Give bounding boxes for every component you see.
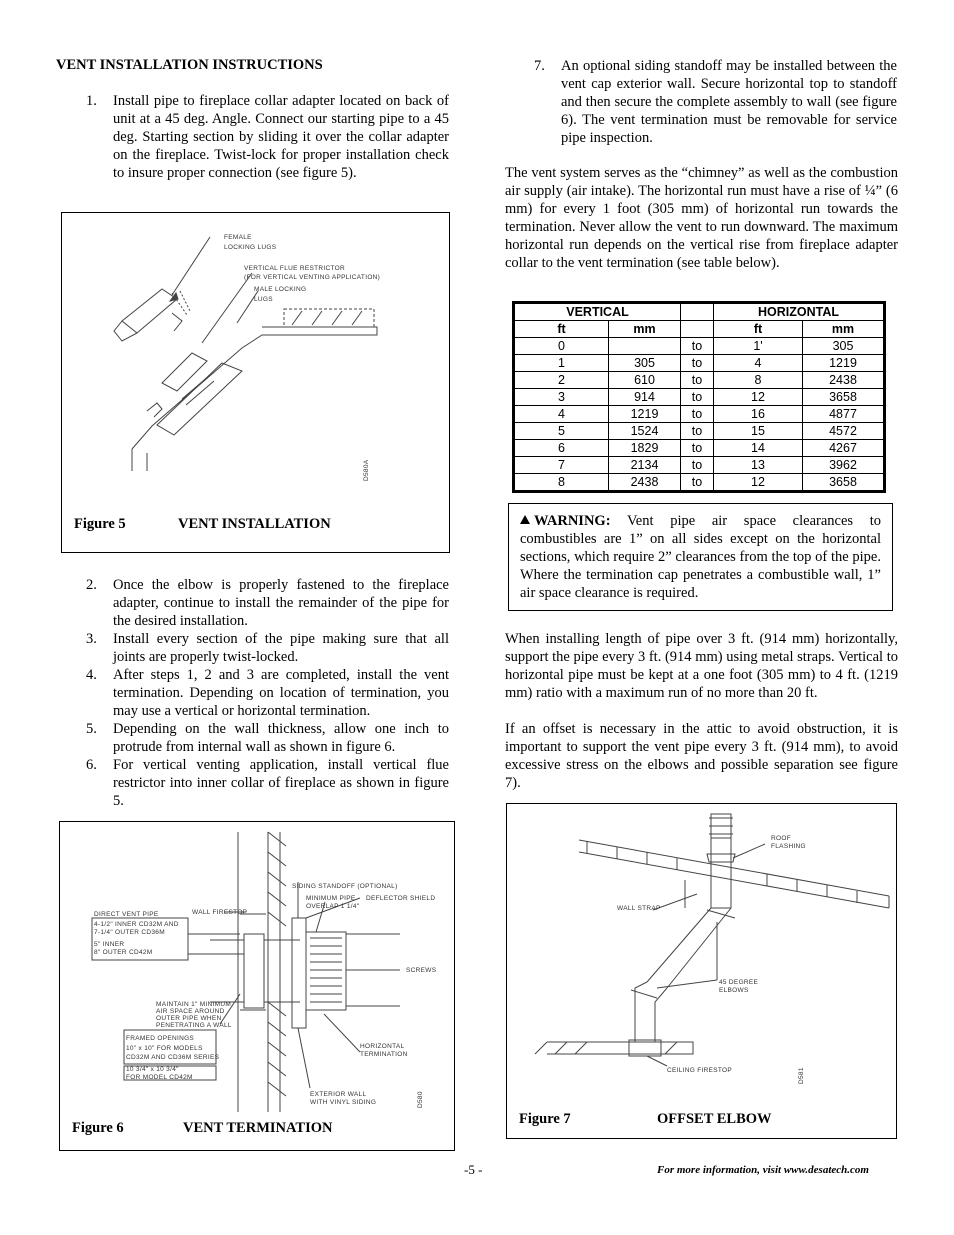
table-cell: 0 [515, 338, 609, 355]
table-cell [609, 338, 681, 355]
table-cell: 2134 [609, 457, 681, 474]
paragraph-support: When installing length of pipe over 3 ft. (914 mm) horizontally, support the pipe every 3 ft. (914 mm) using metal straps. Vertical to horizontal pipe must be kept at a one foot (305 mm) to 4 ft. (1219 mm) ratio with a maximum run of no more than 20 ft. [505, 631, 898, 701]
step-number: 4. [86, 667, 97, 683]
label-restrictor-2: (FOR VERTICAL VENTING APPLICATION) [244, 274, 381, 281]
step-number: 2. [86, 577, 97, 593]
label-directvent: DIRECT VENT PIPE [94, 911, 159, 918]
label-restrictor-1: VERTICAL FLUE RESTRICTOR [244, 265, 345, 272]
footer-info: For more information, visit www.desatech.com [657, 1164, 869, 1176]
paragraph-offset: If an offset is necessary in the attic to avoid obstruction, it is important to support the vent pipe every 3 ft. (914 mm), to avoid excessive stress on the elbows and possible separation see figure 7). [505, 721, 898, 791]
table-row [515, 355, 884, 372]
table-cell: to [681, 389, 714, 406]
section-title: VENT INSTALLATION INSTRUCTIONS [56, 57, 323, 73]
table-cell: to [681, 372, 714, 389]
figure-code: D581 [798, 1067, 805, 1084]
table-cell: 2438 [609, 474, 681, 491]
step-number: 7. [534, 58, 545, 74]
steps-list-b [86, 576, 449, 810]
label-maintain-3: OUTER PIPE WHEN [156, 1015, 222, 1022]
vent-table [512, 301, 886, 493]
table-cell: 8 [515, 474, 609, 491]
table-unit: mm [609, 321, 681, 338]
step-number: 6. [86, 757, 97, 773]
label-maintain-2: AIR SPACE AROUND [156, 1008, 225, 1015]
label-female-1: FEMALE [224, 234, 252, 241]
steps-list-a [86, 92, 449, 182]
figure-5-title: VENT INSTALLATION [178, 516, 331, 532]
table-row [515, 389, 884, 406]
label-horiz-1: HORIZONTAL [360, 1043, 405, 1050]
step-number: 5. [86, 721, 97, 737]
list-item [534, 57, 897, 147]
label-elbow-2: ELBOWS [719, 987, 749, 994]
step-text: Install every section of the pipe making sure that all joints are properly twist-locked. [113, 631, 449, 665]
table-row [515, 372, 884, 389]
label-pipe1-2: 7-1/4" OUTER CD36M [94, 929, 165, 936]
warning-label: WARNING: [534, 513, 611, 529]
table-cell: 914 [609, 389, 681, 406]
warning-box [508, 503, 893, 611]
figure-code: D580A [363, 459, 370, 481]
list-item [86, 720, 449, 756]
label-minpipe-1: MINIMUM PIPE [306, 895, 356, 902]
table-cell: to [681, 355, 714, 372]
step-text: Once the elbow is properly fastened to the fireplace adapter, continue to install the remainder of the pipe for the desired installation. [113, 577, 449, 629]
table-cell: 7 [515, 457, 609, 474]
table-cell: 1219 [803, 355, 884, 372]
vent-table-grid [514, 303, 884, 491]
warning-text-block [520, 512, 881, 602]
table-cell: to [681, 440, 714, 457]
table-cell: to [681, 406, 714, 423]
label-ext-2: WITH VINYL SIDING [310, 1099, 377, 1106]
step-number: 3. [86, 631, 97, 647]
list-item [86, 630, 449, 666]
label-roof-1: ROOF [771, 835, 791, 842]
table-row [515, 474, 884, 491]
list-item [86, 666, 449, 720]
figure-7-title: OFFSET ELBOW [657, 1111, 772, 1127]
table-cell: 305 [803, 338, 884, 355]
table-cell: 4 [515, 406, 609, 423]
table-unit: ft [714, 321, 803, 338]
table-cell: 3 [515, 389, 609, 406]
table-cell: 8 [714, 372, 803, 389]
table-header-blank [681, 304, 714, 321]
table-row [515, 338, 884, 355]
label-framed-1: FRAMED OPENINGS [126, 1035, 195, 1042]
table-cell: 5 [515, 423, 609, 440]
table-cell: 12 [714, 389, 803, 406]
table-cell: 6 [515, 440, 609, 457]
table-cell: 1524 [609, 423, 681, 440]
warning-text: Vent pipe air space clearances to combustibles are 1” on all sides except on the horizontal sections, which require 2” clearances from the top of the pipe. Where the termination cap penetrates a combustible wall, 1” air space clearance is required. [520, 513, 881, 601]
label-framed-4: 10 3/4" x 10 3/4" [126, 1066, 179, 1073]
figure-5-drawing [62, 213, 449, 513]
table-cell: 4877 [803, 406, 884, 423]
table-cell: 1219 [609, 406, 681, 423]
page-number: -5 - [464, 1162, 483, 1177]
label-maintain-1: MAINTAIN 1" MINIMUM [156, 1001, 232, 1008]
label-female-2: LOCKING LUGS [224, 244, 277, 251]
label-wallfire: WALL FIRESTOP [192, 909, 248, 916]
step-number: 1. [86, 93, 97, 109]
table-cell: to [681, 457, 714, 474]
table-cell: 4572 [803, 423, 884, 440]
label-pipe2-1: 5" INNER [94, 941, 125, 948]
table-cell: 13 [714, 457, 803, 474]
table-unit [681, 321, 714, 338]
label-siding: SIDING STANDOFF (OPTIONAL) [292, 883, 398, 890]
table-cell: 2 [515, 372, 609, 389]
figure-6 [59, 821, 455, 1151]
table-cell: 610 [609, 372, 681, 389]
table-row [515, 423, 884, 440]
table-row [515, 440, 884, 457]
figure-6-number: Figure 6 [72, 1120, 124, 1136]
table-cell: 1' [714, 338, 803, 355]
list-item [86, 92, 449, 182]
label-roof-2: FLASHING [771, 843, 806, 850]
table-row [515, 406, 884, 423]
figure-5-number: Figure 5 [74, 516, 126, 532]
table-cell: to [681, 338, 714, 355]
table-cell: 16 [714, 406, 803, 423]
label-framed-2: 10" x 10" FOR MODELS [126, 1045, 203, 1052]
label-minpipe-2: OVERLAP 1 1/4" [306, 903, 360, 910]
warning-icon [520, 515, 530, 524]
figure-5 [61, 212, 450, 553]
table-cell: 1 [515, 355, 609, 372]
figure-code: D580 [417, 1091, 424, 1108]
label-elbow-1: 45 DEGREE [719, 979, 759, 986]
label-pipe2-2: 8" OUTER CD42M [94, 949, 153, 956]
table-header-horizontal: HORIZONTAL [714, 304, 884, 321]
step-text: After steps 1, 2 and 3 are completed, install the vent termination. Depending on location of termination, you may use a vertical or horizontal termination. [113, 667, 449, 719]
table-unit: mm [803, 321, 884, 338]
table-row [515, 457, 884, 474]
label-pipe1-1: 4-1/2" INNER CD32M AND [94, 921, 179, 928]
figure-7-drawing [507, 804, 896, 1104]
step-text: For vertical venting application, install vertical flue restrictor into inner collar of fireplace as shown in figure 5. [113, 757, 449, 809]
label-screws: SCREWS [406, 967, 437, 974]
table-cell: 3658 [803, 474, 884, 491]
table-cell: 3658 [803, 389, 884, 406]
table-cell: 14 [714, 440, 803, 457]
label-male-2: LUGS [254, 296, 273, 303]
table-cell: 12 [714, 474, 803, 491]
paragraph-chimney: The vent system serves as the “chimney” as well as the combustion air supply (air intake). The horizontal run must have a rise of ¼” (6 mm) for every 1 foot (305 mm) of horizontal run towards the termination. Never allow the vent to run downward. The maximum horizontal run depends on the vertical rise from fireplace adapter collar to the vent termination (see table below). [505, 165, 898, 271]
table-cell: 4267 [803, 440, 884, 457]
step-text: Depending on the wall thickness, allow one inch to protrude from internal wall as shown in figure 6. [113, 721, 449, 755]
table-cell: 3962 [803, 457, 884, 474]
figure-7 [506, 803, 897, 1139]
table-unit: ft [515, 321, 609, 338]
label-framed-5: FOR MODEL CD42M [126, 1074, 193, 1081]
label-ceiling: CEILING FIRESTOP [667, 1067, 732, 1074]
table-cell: to [681, 474, 714, 491]
label-male-1: MALE LOCKING [254, 286, 307, 293]
table-cell: 1829 [609, 440, 681, 457]
table-cell: 305 [609, 355, 681, 372]
label-horiz-2: TERMINATION [360, 1051, 408, 1058]
table-cell: to [681, 423, 714, 440]
figure-6-title: VENT TERMINATION [183, 1120, 333, 1136]
figure-7-number: Figure 7 [519, 1111, 571, 1127]
table-cell: 15 [714, 423, 803, 440]
label-ext-1: EXTERIOR WALL [310, 1091, 367, 1098]
label-strap: WALL STRAP [617, 905, 661, 912]
table-cell: 4 [714, 355, 803, 372]
label-deflector: DEFLECTOR SHIELD [366, 895, 436, 902]
table-header-vertical: VERTICAL [515, 304, 681, 321]
step-text: Install pipe to fireplace collar adapter located on back of unit at a 45 deg. Angle. Connect our starting pipe to a 45 deg. Starting section by sliding it over the collar adapter on the fireplace. Twist-lock for proper installation check to insure proper connection (see figure 5). [113, 93, 449, 181]
step-text: An optional siding standoff may be installed between the vent cap exterior wall. Secure horizontal top to standoff and then secure the complete assembly to wall (see figure 6). The vent termination must be removable for service pipe inspection. [561, 58, 897, 146]
label-maintain-4: PENETRATING A WALL [156, 1022, 232, 1029]
label-framed-3: CD32M AND CD36M SERIES [126, 1054, 220, 1061]
table-cell: 2438 [803, 372, 884, 389]
figure-6-drawing [60, 822, 454, 1117]
steps-list-c [534, 57, 897, 147]
list-item [86, 756, 449, 810]
list-item [86, 576, 449, 630]
